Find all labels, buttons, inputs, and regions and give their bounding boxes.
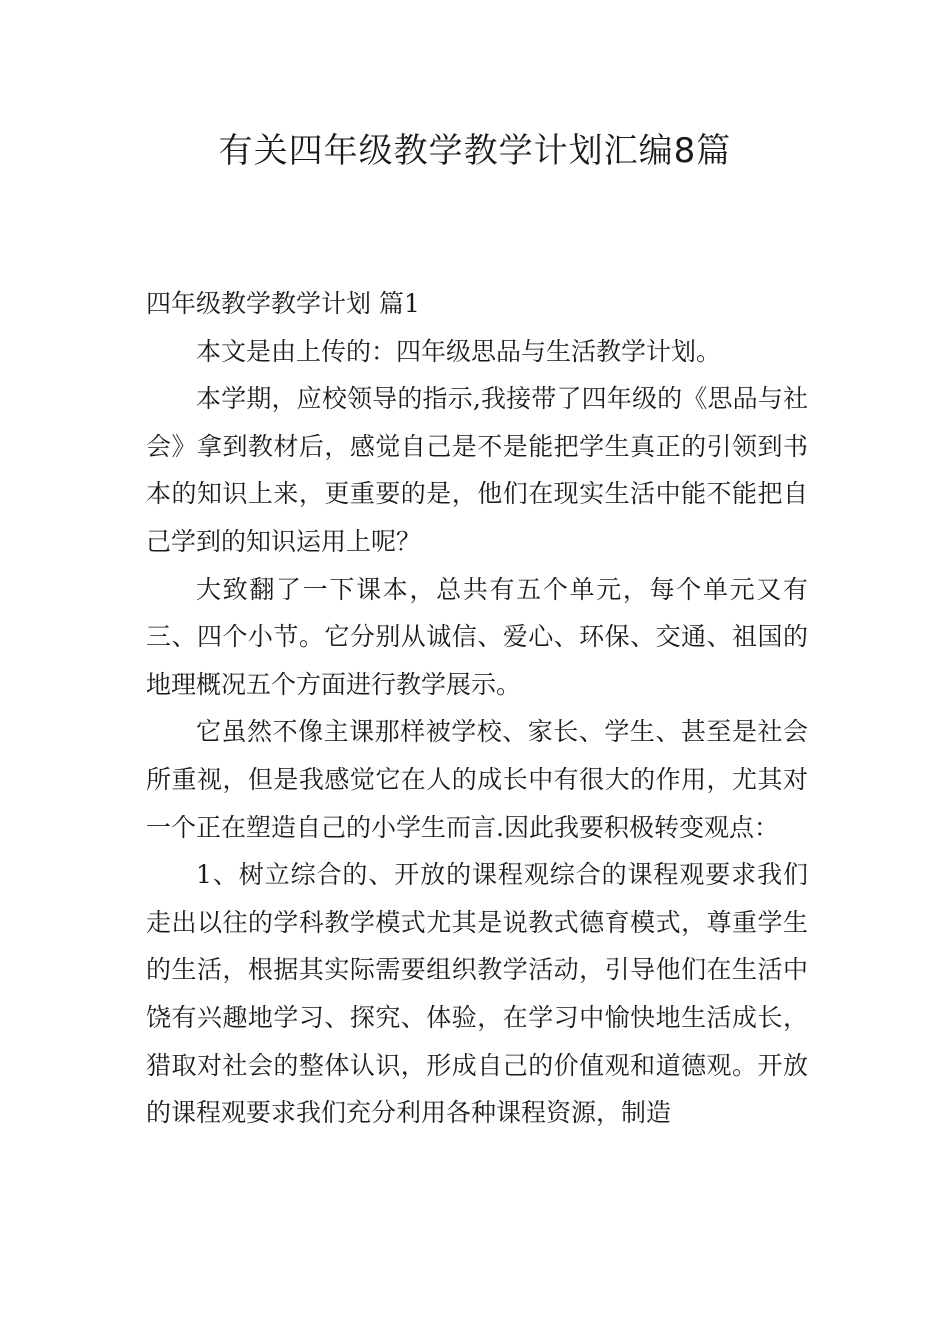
paragraph-textbook-overview: 大致翻了一下课本，总共有五个单元，每个单元又有三、四个小节。它分别从诚信、爱心、环保、交通、祖国的地理概况五个方面进行教学展示。 [146,574,808,699]
document-body [146,280,808,1137]
paragraph-intro: 本文是由上传的：四年级思品与生活教学计划。 [196,336,722,366]
document-title: 有关四年级教学教学计划汇编8篇 [218,131,732,171]
paragraph-importance: 它虽然不像主课那样被学校、家长、学生、甚至是社会所重视，但是我感觉它在人的成长中有很大的作用，尤其对一个正在塑造自己的小学生而言.因此我要积极转变观点： [146,717,808,842]
paragraph-semester: 本学期，应校领导的指示,我接带了四年级的《思品与社会》拿到教材后，感觉自己是不是能把学生真正的引领到书本的知识上来，更重要的是，他们在现实生活中能不能把自己学到的知识运用上呢？ [146,384,808,556]
paragraph-point-1: 1、树立综合的、开放的课程观综合的课程观要求我们走出以往的学科教学模式尤其是说教式德育模式，尊重学生的生活，根据其实际需要组织教学活动，引导他们在生活中饶有兴趣地学习、探究、体验，在学习中愉快地生活成长，猎取对社会的整体认识，形成自己的价值观和道德观。开放的课程观要求我们充分利用各种课程资源，制造 [146,860,808,1128]
section-heading: 四年级教学教学计划 篇1 [146,289,420,318]
